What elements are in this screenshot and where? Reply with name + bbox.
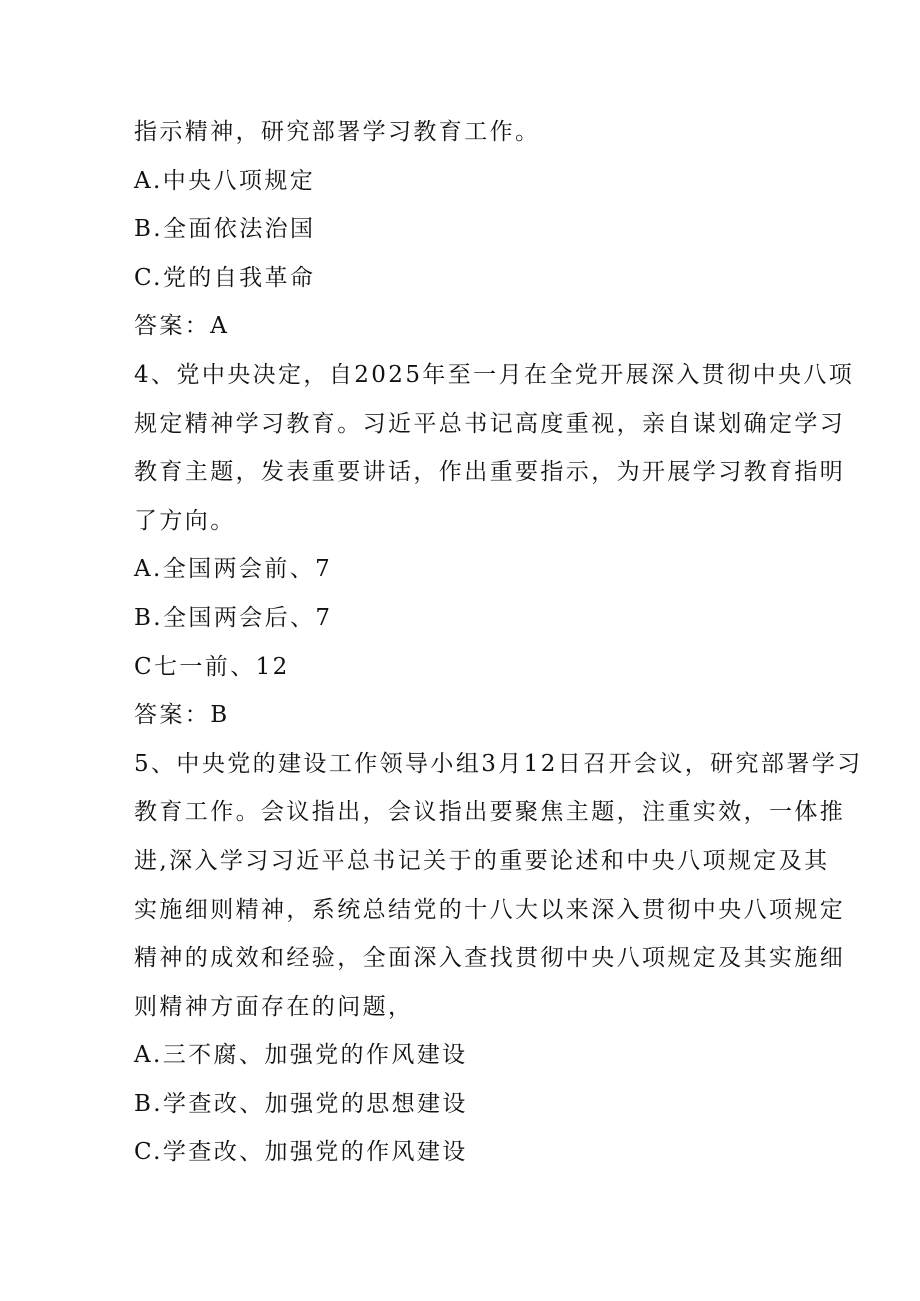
question-5-stem-line-2: 教育工作。会议指出，会议指出要聚焦主题，注重实效，一体推 bbox=[134, 799, 846, 826]
question-5-stem-line-3: 进,深入学习习近平总书记关于的重要论述和中央八项规定及其 bbox=[134, 847, 830, 874]
question-5-stem-line-6: 则精神方面存在的问题， bbox=[134, 993, 414, 1020]
question-3-option-b: B.全面依法治国 bbox=[134, 216, 316, 243]
question-5-option-b: B.学查改、加强党的思想建设 bbox=[134, 1090, 468, 1117]
question-3-stem-end: 指示精神，研究部署学习教育工作。 bbox=[134, 119, 541, 145]
question-5-stem-line-5: 精神的成效和经验，全面深入查找贯彻中央八项规定及其实施细 bbox=[134, 945, 846, 972]
question-4-option-b: B.全国两会后、7 bbox=[134, 604, 333, 631]
question-4-answer: 答案：B bbox=[134, 702, 230, 729]
document-page bbox=[134, 108, 863, 1177]
question-5-stem-line-4: 实施细则精神，系统总结党的十八大以来深入贯彻中央八项规定 bbox=[134, 896, 846, 923]
question-3-answer: 答案：A bbox=[134, 313, 230, 340]
question-3-option-c: C.党的自我革命 bbox=[134, 264, 316, 291]
question-5-option-a: A.三不腐、加强党的作风建设 bbox=[134, 1042, 468, 1069]
question-4-stem-line-2: 规定精神学习教育。习近平总书记高度重视，亲自谋划确定学习 bbox=[134, 410, 846, 437]
question-4-stem-line-4: 了方向。 bbox=[134, 507, 236, 534]
question-5-option-c: C.学查改、加强党的作风建设 bbox=[134, 1139, 468, 1166]
question-4-stem-line-3: 教育主题，发表重要讲话，作出重要指示，为开展学习教育指明 bbox=[134, 459, 846, 486]
question-3-option-a: A.中央八项规定 bbox=[134, 167, 316, 194]
question-4-stem-line-1: 4、党中央决定，自2025年至一月在全党开展深入贯彻中央八项 bbox=[134, 361, 855, 388]
question-4-option-a: A.全国两会前、7 bbox=[134, 556, 333, 583]
question-4-option-c: C七一前、12 bbox=[134, 653, 290, 680]
question-5-stem-line-1: 5、中央党的建设工作领导小组3月12日召开会议，研究部署学习 bbox=[134, 750, 863, 777]
